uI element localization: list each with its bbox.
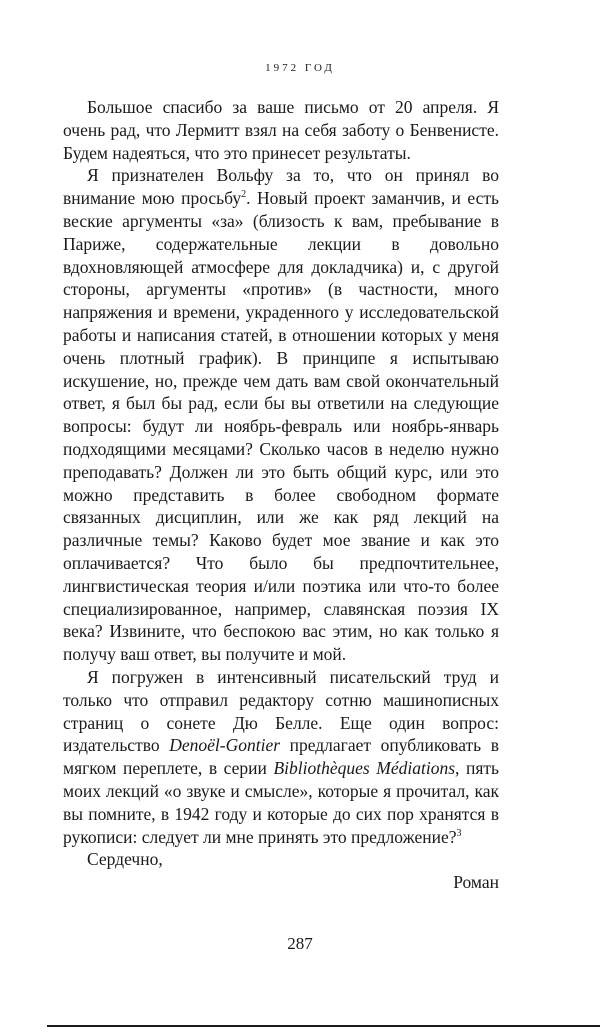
footnote-ref-3[interactable]: 3 (456, 827, 462, 839)
letter-body (63, 96, 499, 894)
paragraph-3-text-b: предлагает опубликовать в мягком переплете, в серии (63, 735, 500, 779)
paragraph-3-text-a: Я погружен в интенсивный писательский труд и только что отправил редактору сотню машинописных страниц о сонете Дю Белле. Еще один вопрос: издательство (63, 666, 499, 756)
paragraph-2 (63, 164, 499, 666)
paragraph-3-text-c: , пять моих лекций «о звуке и смысле», которые я прочитал, как вы помните, в 1942 году и которые до сих пор хранятся в рукописи: следует ли мне принять это предложение? (63, 758, 499, 847)
paragraph-3 (63, 666, 499, 848)
paragraph-1-text: Большое спасибо за ваше письмо от 20 апреля. Я очень рад, что Лермитт взял на себя заботу о Бенвенисте. Будем надеяться, что это принесет результаты. (63, 97, 499, 163)
page-number: 287 (287, 934, 313, 953)
series-name: Bibliothèques Médiations (273, 758, 456, 779)
paragraph-2-text-a: Я признателен Вольфу за то, что он принял во внимание мою просьбу (63, 165, 499, 209)
closing-text: Сердечно, (87, 849, 163, 870)
publisher-name: Denoël-Gontier (169, 735, 281, 756)
paragraph-1 (63, 96, 499, 164)
closing-line (63, 848, 499, 871)
footnote-ref-2[interactable]: 2 (241, 189, 247, 201)
running-head: 1972 ГОД (265, 62, 335, 74)
bottom-rule (47, 1025, 600, 1027)
paragraph-2-text-b: . Новый проект заманчив, и есть веские аргументы «за» (близость к вам, пребывание в Париже, содержательные лекции в довольно вдохновляющей атмосфере для докладчика) и, с другой стороны, аргументы «против» (в частности, много напряжения и времени, украденного у исследовательской работы и написания статей, в отношении которых у меня очень плотный график). В принципе я испытываю искушение, но, прежде чем дать вам свой окончательный ответ, я был бы рад, если бы вы ответили на следующие вопросы: будут ли ноябрь-февраль или ноябрь-январь подходящими месяцами? Сколько часов в неделю нужно преподавать? Должен ли это быть общий курс, или это можно представить в более свободном формате связанных дисциплин, или же как ряд лекций на различные темы? Каково будет мое звание и как это оплачивается? Что было бы предпочтительнее, лингвистическая теория и/или поэтика или что-то более специализированное, например, славянская поэзия IX века? Извините, что беспокою вас этим, но как только я получу ваш ответ, вы получите и мой. (63, 188, 499, 665)
signature: Роман (453, 872, 499, 893)
